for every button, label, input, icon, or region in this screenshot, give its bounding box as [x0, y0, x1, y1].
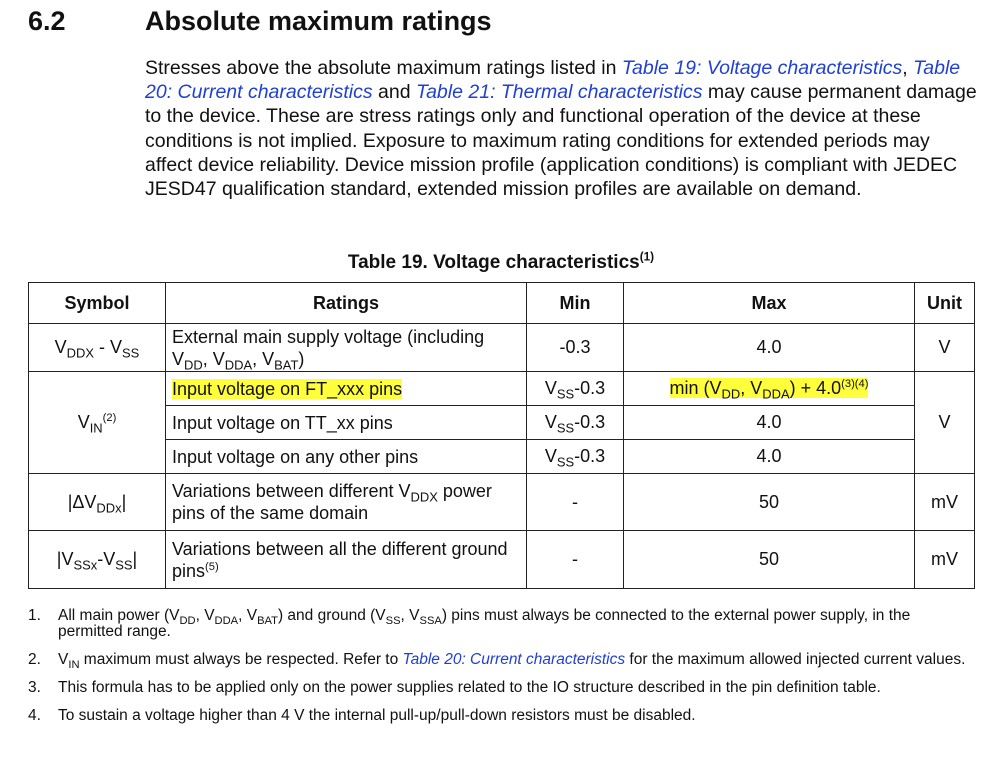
intro-text: and	[372, 81, 416, 104]
footnote-text: All main power (V	[58, 607, 180, 624]
table-row	[29, 440, 975, 474]
min-cell	[527, 440, 624, 474]
intro-text: ,	[902, 57, 914, 79]
rating-text: power pins of the same domain	[172, 481, 492, 523]
footnote-ref: (5)	[205, 560, 219, 573]
footnote-text: , V	[238, 607, 258, 624]
link-table-19[interactable]: Table 19: Voltage characteristics	[621, 57, 903, 79]
rating-text: ,	[252, 348, 263, 369]
rating-cell	[166, 372, 527, 406]
symbol-text: |	[121, 491, 127, 512]
max-text: ) + 4.0	[789, 378, 842, 398]
footnote-subscript: SS	[385, 615, 401, 628]
footnote-number: 2.	[28, 651, 41, 668]
max-cell: 50	[624, 474, 915, 531]
footnote-text: ) pins must always be connected to the external power supply, in the permitted range.	[58, 607, 911, 640]
min-text: -0.3	[574, 446, 606, 466]
rating-text: V	[262, 348, 275, 369]
rating-text: ,	[202, 348, 213, 369]
rating-cell: Input voltage on any other pins	[166, 440, 527, 474]
unit-cell: mV	[915, 474, 975, 531]
rating-text: V	[212, 348, 225, 369]
footnote-text: This formula has to be applied only on the power supplies related to the IO structure described in the pin definition table.	[58, 679, 881, 696]
symbol-text: -V	[97, 549, 116, 569]
table-row	[29, 406, 975, 440]
symbol-subscript: SS	[122, 345, 140, 361]
symbol-subscript: SS	[115, 557, 133, 573]
footnote-ref: (3)(4)	[841, 378, 869, 390]
table-caption	[28, 252, 974, 274]
footnote	[28, 708, 968, 724]
max-text: min (V	[669, 378, 722, 398]
symbol-cell	[29, 372, 166, 474]
footnote-number: 1.	[28, 607, 41, 624]
symbol-text: V	[54, 337, 67, 357]
symbol-text: |V	[56, 549, 74, 569]
header-symbol: Symbol	[29, 283, 166, 324]
table-row	[29, 324, 975, 372]
intro-text: may cause permanent damage to the device. These are stress ratings only and functional operation of the device at these conditions is not implied. Exposure to maximum rating conditions for extended periods may affect device reliability. Device mission profile (application conditions) is compliant with JEDEC JESD47 qualification standard, extended mission profiles are available on demand.	[145, 81, 977, 201]
footnote-ref: (2)	[102, 412, 117, 424]
unit-cell: mV	[915, 531, 975, 589]
footnote-subscript: DDA	[214, 615, 239, 628]
footnote-text: maximum must always be respected. Refer to	[79, 651, 403, 668]
symbol-text: V	[77, 412, 90, 432]
footnote-number: 4.	[28, 707, 41, 724]
footnote-text: V	[58, 651, 69, 668]
footnote	[28, 608, 968, 640]
min-subscript: SS	[556, 420, 575, 436]
symbol-cell	[29, 324, 166, 372]
min-subscript: SS	[556, 386, 575, 402]
unit-cell: V	[915, 324, 975, 372]
table-row	[29, 372, 975, 406]
symbol-subscript: DDx	[96, 500, 122, 516]
header-max: Max	[624, 283, 915, 324]
rating-text: V	[172, 348, 185, 369]
header-unit: Unit	[915, 283, 975, 324]
footnote-subscript: BAT	[257, 615, 278, 628]
min-text: -0.3	[574, 412, 606, 432]
header-min: Min	[527, 283, 624, 324]
rating-cell	[166, 324, 527, 372]
symbol-text: |	[132, 549, 138, 569]
max-cell	[624, 372, 915, 406]
intro-text: Stresses above the absolute maximum ratings listed in	[145, 57, 622, 79]
unit-cell: V	[915, 372, 975, 474]
link-table-20[interactable]: Table 20: Current characteristics	[145, 57, 961, 104]
symbol-text: - V	[94, 337, 123, 357]
max-cell: 4.0	[624, 440, 915, 474]
min-text: V	[544, 412, 557, 432]
symbol-subscript: DDX	[66, 345, 95, 361]
header-ratings: Ratings	[166, 283, 527, 324]
footnote-text: , V	[195, 607, 215, 624]
rating-subscript: DDA	[224, 357, 253, 373]
table-row	[29, 531, 975, 589]
symbol-cell	[29, 531, 166, 589]
min-cell: -	[527, 474, 624, 531]
footnote-text: ) and ground (V	[277, 607, 386, 624]
max-subscript: DD	[721, 386, 741, 402]
footnote-subscript: SSA	[419, 615, 442, 628]
rating-text: External main supply voltage (including	[172, 326, 485, 347]
max-cell: 50	[624, 531, 915, 589]
footnote-subscript: DD	[179, 615, 196, 628]
rating-cell	[166, 474, 527, 531]
min-cell: -	[527, 531, 624, 589]
symbol-subscript: SSx	[73, 557, 98, 573]
rating-subscript: DD	[184, 357, 203, 373]
rating-cell: Input voltage on TT_xx pins	[166, 406, 527, 440]
rating-text: )	[298, 348, 305, 369]
min-cell	[527, 372, 624, 406]
min-text: -0.3	[574, 378, 606, 398]
rating-text: Variations between different V	[172, 481, 411, 501]
link-table-20-footnote[interactable]: Table 20: Current characteristics	[402, 651, 626, 668]
section-title: Absolute maximum ratings	[145, 6, 492, 36]
min-text: V	[544, 378, 557, 398]
table-caption-text: Table 19. Voltage characteristics	[347, 252, 640, 273]
voltage-characteristics-table	[28, 282, 975, 589]
symbol-cell	[29, 474, 166, 531]
symbol-subscript: IN	[89, 420, 103, 436]
rating-text: Variations between all the different ground pins	[172, 538, 508, 581]
footnote	[28, 680, 968, 696]
max-text: , V	[740, 378, 763, 398]
footnote-text: To sustain a voltage higher than 4 V the internal pull-up/pull-down resistors must be disabled.	[58, 707, 696, 724]
max-subscript: DDA	[762, 386, 790, 402]
footnote-ref: (1)	[639, 250, 655, 264]
footnote-subscript: IN	[68, 659, 80, 672]
intro-paragraph	[145, 56, 980, 201]
link-table-21[interactable]: Table 21: Thermal characteristics	[415, 81, 703, 104]
highlighted-rating: Input voltage on FT_xxx pins	[172, 378, 403, 399]
footnote-number: 3.	[28, 679, 41, 696]
footnote	[28, 651, 968, 672]
table-header-row	[29, 283, 975, 324]
symbol-text: |ΔV	[67, 491, 97, 512]
footnote-text: , V	[400, 607, 420, 624]
max-cell: 4.0	[624, 406, 915, 440]
min-cell	[527, 406, 624, 440]
min-subscript: SS	[556, 454, 575, 470]
section-number: 6.2	[28, 6, 66, 36]
rating-cell	[166, 531, 527, 589]
rating-subscript: DDX	[410, 489, 438, 505]
footnote-text: for the maximum allowed injected current values.	[625, 651, 966, 668]
max-cell: 4.0	[624, 324, 915, 372]
highlighted-max	[669, 378, 869, 402]
min-cell: -0.3	[527, 324, 624, 372]
rating-subscript: BAT	[274, 357, 299, 373]
footnotes	[28, 608, 968, 736]
table-row	[29, 474, 975, 531]
min-text: V	[544, 446, 557, 466]
